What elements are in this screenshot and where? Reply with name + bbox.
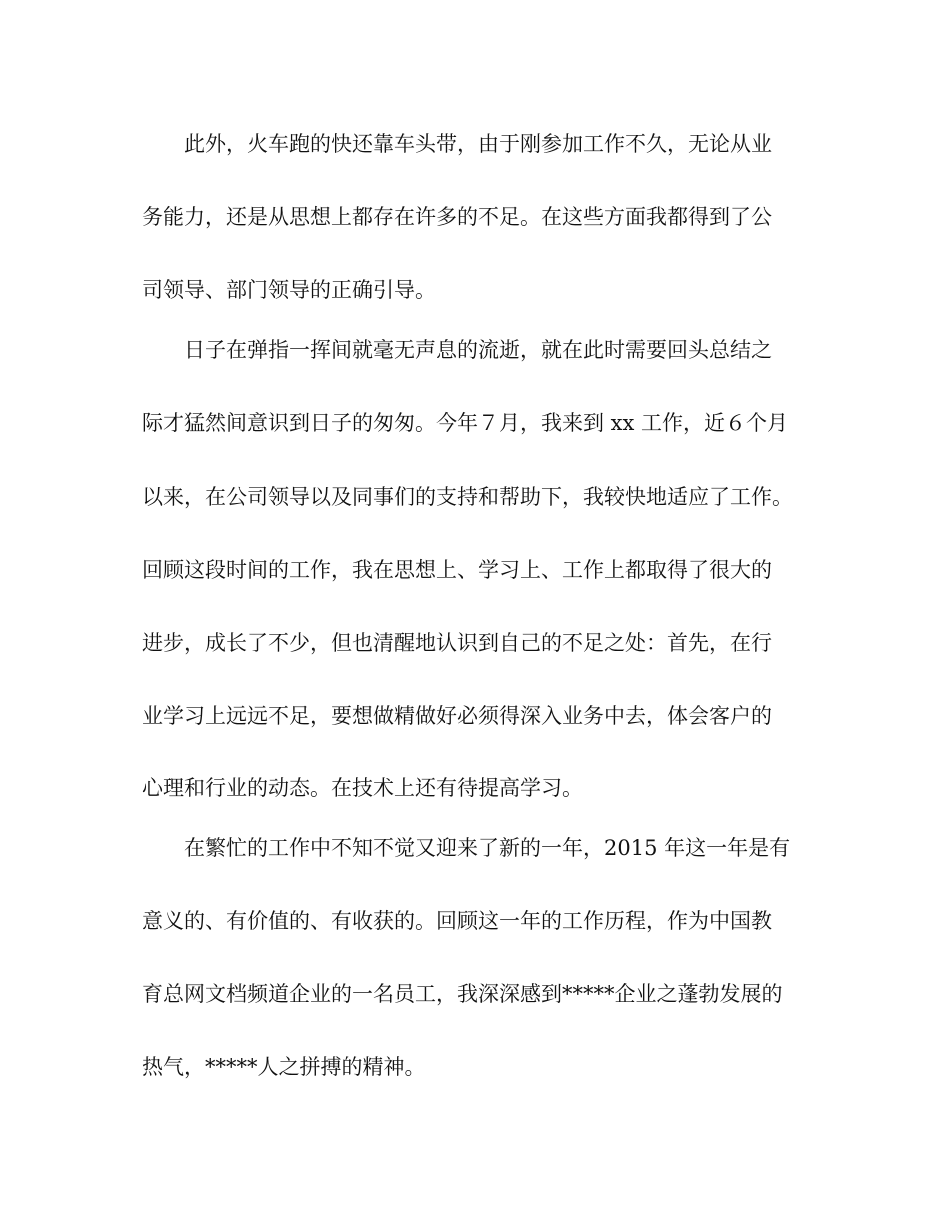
paragraph-2-line-6: 业学习上远远不足，要想做精做好必须得深入业务中去，体会客户的 bbox=[142, 704, 772, 728]
paragraph-3-line-2: 意义的、有价值的、有收获的。回顾这一年的工作历程，作为中国教 bbox=[142, 909, 772, 933]
paragraph-1-line-2: 务能力，还是从思想上都存在许多的不足。在这些方面我都得到了公 bbox=[142, 205, 772, 229]
paragraph-1-line-1: 此外，火车跑的快还靠车头带，由于刚参加工作不久，无论从业 bbox=[184, 132, 772, 156]
paragraph-3-line-3: 育总网文档频道企业的一名员工，我深深感到*****企业之蓬勃发展的 bbox=[142, 982, 783, 1006]
paragraph-2-line-7: 心理和行业的动态。在技术上还有待提高学习。 bbox=[142, 776, 583, 800]
paragraph-3-line-1: 在繁忙的工作中不知不觉又迎来了新的一年，2015 年这一年是有 bbox=[184, 836, 791, 860]
paragraph-1-line-3: 司领导、部门领导的正确引导。 bbox=[142, 278, 436, 302]
paragraph-2-line-4: 回顾这段时间的工作，我在思想上、学习上、工作上都取得了很大的 bbox=[142, 558, 772, 582]
paragraph-2-line-1: 日子在弹指一挥间就毫无声息的流逝，就在此时需要回头总结之 bbox=[184, 338, 772, 362]
paragraph-3-line-4: 热气，*****人之拼搏的精神。 bbox=[142, 1055, 426, 1079]
paragraph-2-line-5: 进步，成长了不少，但也清醒地认识到自己的不足之处：首先，在行 bbox=[142, 631, 772, 655]
paragraph-2-line-2: 际才猛然间意识到日子的匆匆。今年７月，我来到 xx 工作，近６个月 bbox=[142, 411, 789, 435]
paragraph-2-line-3: 以来，在公司领导以及同事们的支持和帮助下，我较快地适应了工作。 bbox=[142, 485, 793, 509]
